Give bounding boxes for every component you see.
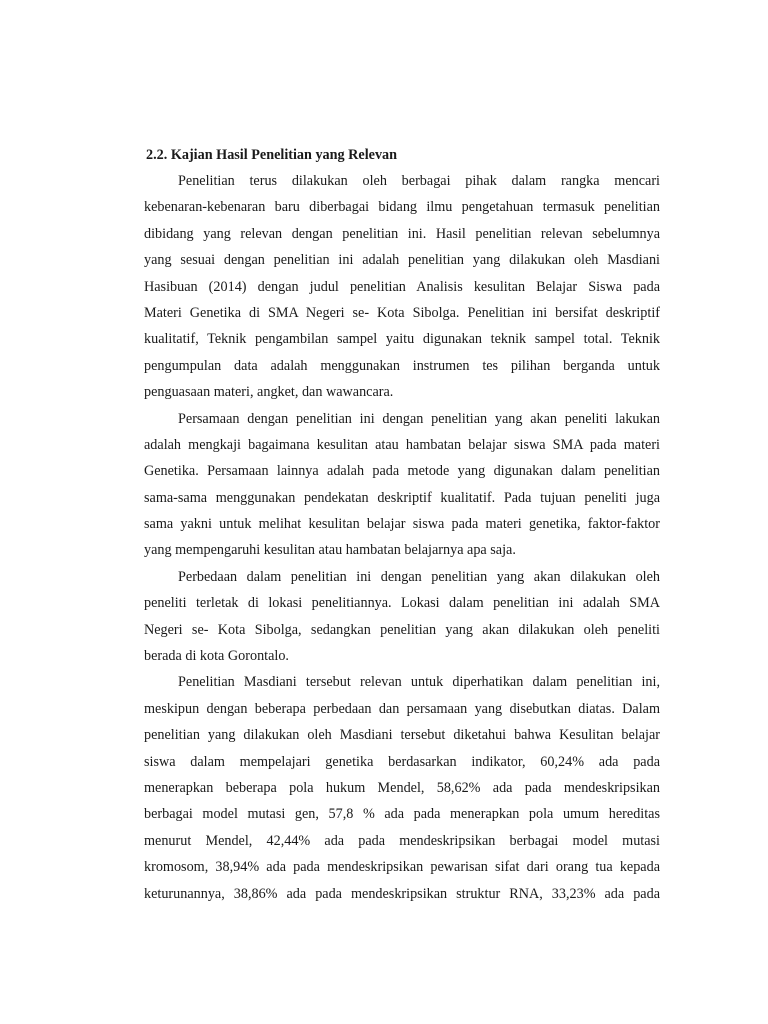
paragraph-line: siswa dalam mempelajari genetika berdasarkan indikator, 60,24% ada pada xyxy=(144,753,660,770)
paragraph-line: keturunannya, 38,86% ada pada mendeskripsikan struktur RNA, 33,23% ada pada xyxy=(144,885,660,902)
paragraph-line: berbagai model mutasi gen, 57,8 % ada pada menerapkan pola umum hereditas xyxy=(144,806,660,823)
paragraph-line: sama yakni untuk melihat kesulitan belajar siswa pada materi genetika, faktor-faktor xyxy=(144,516,660,533)
paragraph-line: penguasaan materi, angket, dan wawancara. xyxy=(144,384,394,401)
paragraph-line: penelitian yang dilakukan oleh Masdiani tersebut diketahui bahwa Kesulitan belajar xyxy=(144,727,660,744)
paragraph-line: Perbedaan dalam penelitian ini dengan penelitian yang akan dilakukan oleh xyxy=(178,568,660,585)
paragraph-line: Genetika. Persamaan lainnya adalah pada metode yang digunakan dalam penelitian xyxy=(144,463,660,480)
paragraph-line: meskipun dengan beberapa perbedaan dan persamaan yang disebutkan diatas. Dalam xyxy=(144,700,660,717)
paragraph-line: kualitatif, Teknik pengambilan sampel yaitu digunakan teknik sampel total. Teknik xyxy=(144,331,660,348)
paragraph-line: menurut Mendel, 42,44% ada pada mendeskripsikan berbagai model mutasi xyxy=(144,832,660,849)
paragraph-line: adalah mengkaji bagaimana kesulitan atau hambatan belajar siswa SMA pada materi xyxy=(144,436,660,453)
paragraph-line: peneliti terletak di lokasi penelitiannya. Lokasi dalam penelitian ini adalah SMA xyxy=(144,595,660,612)
paragraph xyxy=(144,406,660,564)
paragraph-line: Penelitian terus dilakukan oleh berbagai pihak dalam rangka mencari xyxy=(178,173,660,189)
paragraph xyxy=(144,669,660,907)
paragraph-line: sama-sama menggunakan pendekatan deskriptif kualitatif. Pada tujuan peneliti juga xyxy=(144,489,660,506)
paragraph xyxy=(144,564,660,670)
paragraph-line: Hasibuan (2014) dengan judul penelitian Analisis kesulitan Belajar Siswa pada xyxy=(144,278,660,295)
section-body xyxy=(144,168,660,907)
paragraph-line: Penelitian Masdiani tersebut relevan untuk diperhatikan dalam penelitian ini, xyxy=(178,674,660,691)
paragraph-line: berada di kota Gorontalo. xyxy=(144,648,289,665)
paragraph-line: pengumpulan data adalah menggunakan instrumen tes pilihan berganda untuk xyxy=(144,357,660,374)
paragraph-line: kebenaran-kebenaran baru diberbagai bidang ilmu pengetahuan termasuk penelitian xyxy=(144,199,660,216)
paragraph-line: dibidang yang relevan dengan penelitian ini. Hasil penelitian relevan sebelumnya xyxy=(144,225,660,242)
paragraph-line: Materi Genetika di SMA Negeri se- Kota Sibolga. Penelitian ini bersifat deskriptif xyxy=(144,304,660,321)
paragraph-line: yang sesuai dengan penelitian ini adalah penelitian yang dilakukan oleh Masdiani xyxy=(144,252,660,269)
paragraph xyxy=(144,168,660,406)
paragraph-line: kromosom, 38,94% ada pada mendeskripsikan pewarisan sifat dari orang tua kepada xyxy=(144,859,660,876)
document-page xyxy=(144,142,660,907)
paragraph-line: Negeri se- Kota Sibolga, sedangkan penelitian yang akan dilakukan oleh peneliti xyxy=(144,621,660,638)
paragraph-line: menerapkan beberapa pola hukum Mendel, 58,62% ada pada mendeskripsikan xyxy=(144,779,660,796)
paragraph-line: Persamaan dengan penelitian ini dengan penelitian yang akan peneliti lakukan xyxy=(178,410,660,427)
section-heading: 2.2. Kajian Hasil Penelitian yang Relevan xyxy=(146,147,398,163)
paragraph-line: yang mempengaruhi kesulitan atau hambatan belajarnya apa saja. xyxy=(144,542,516,559)
